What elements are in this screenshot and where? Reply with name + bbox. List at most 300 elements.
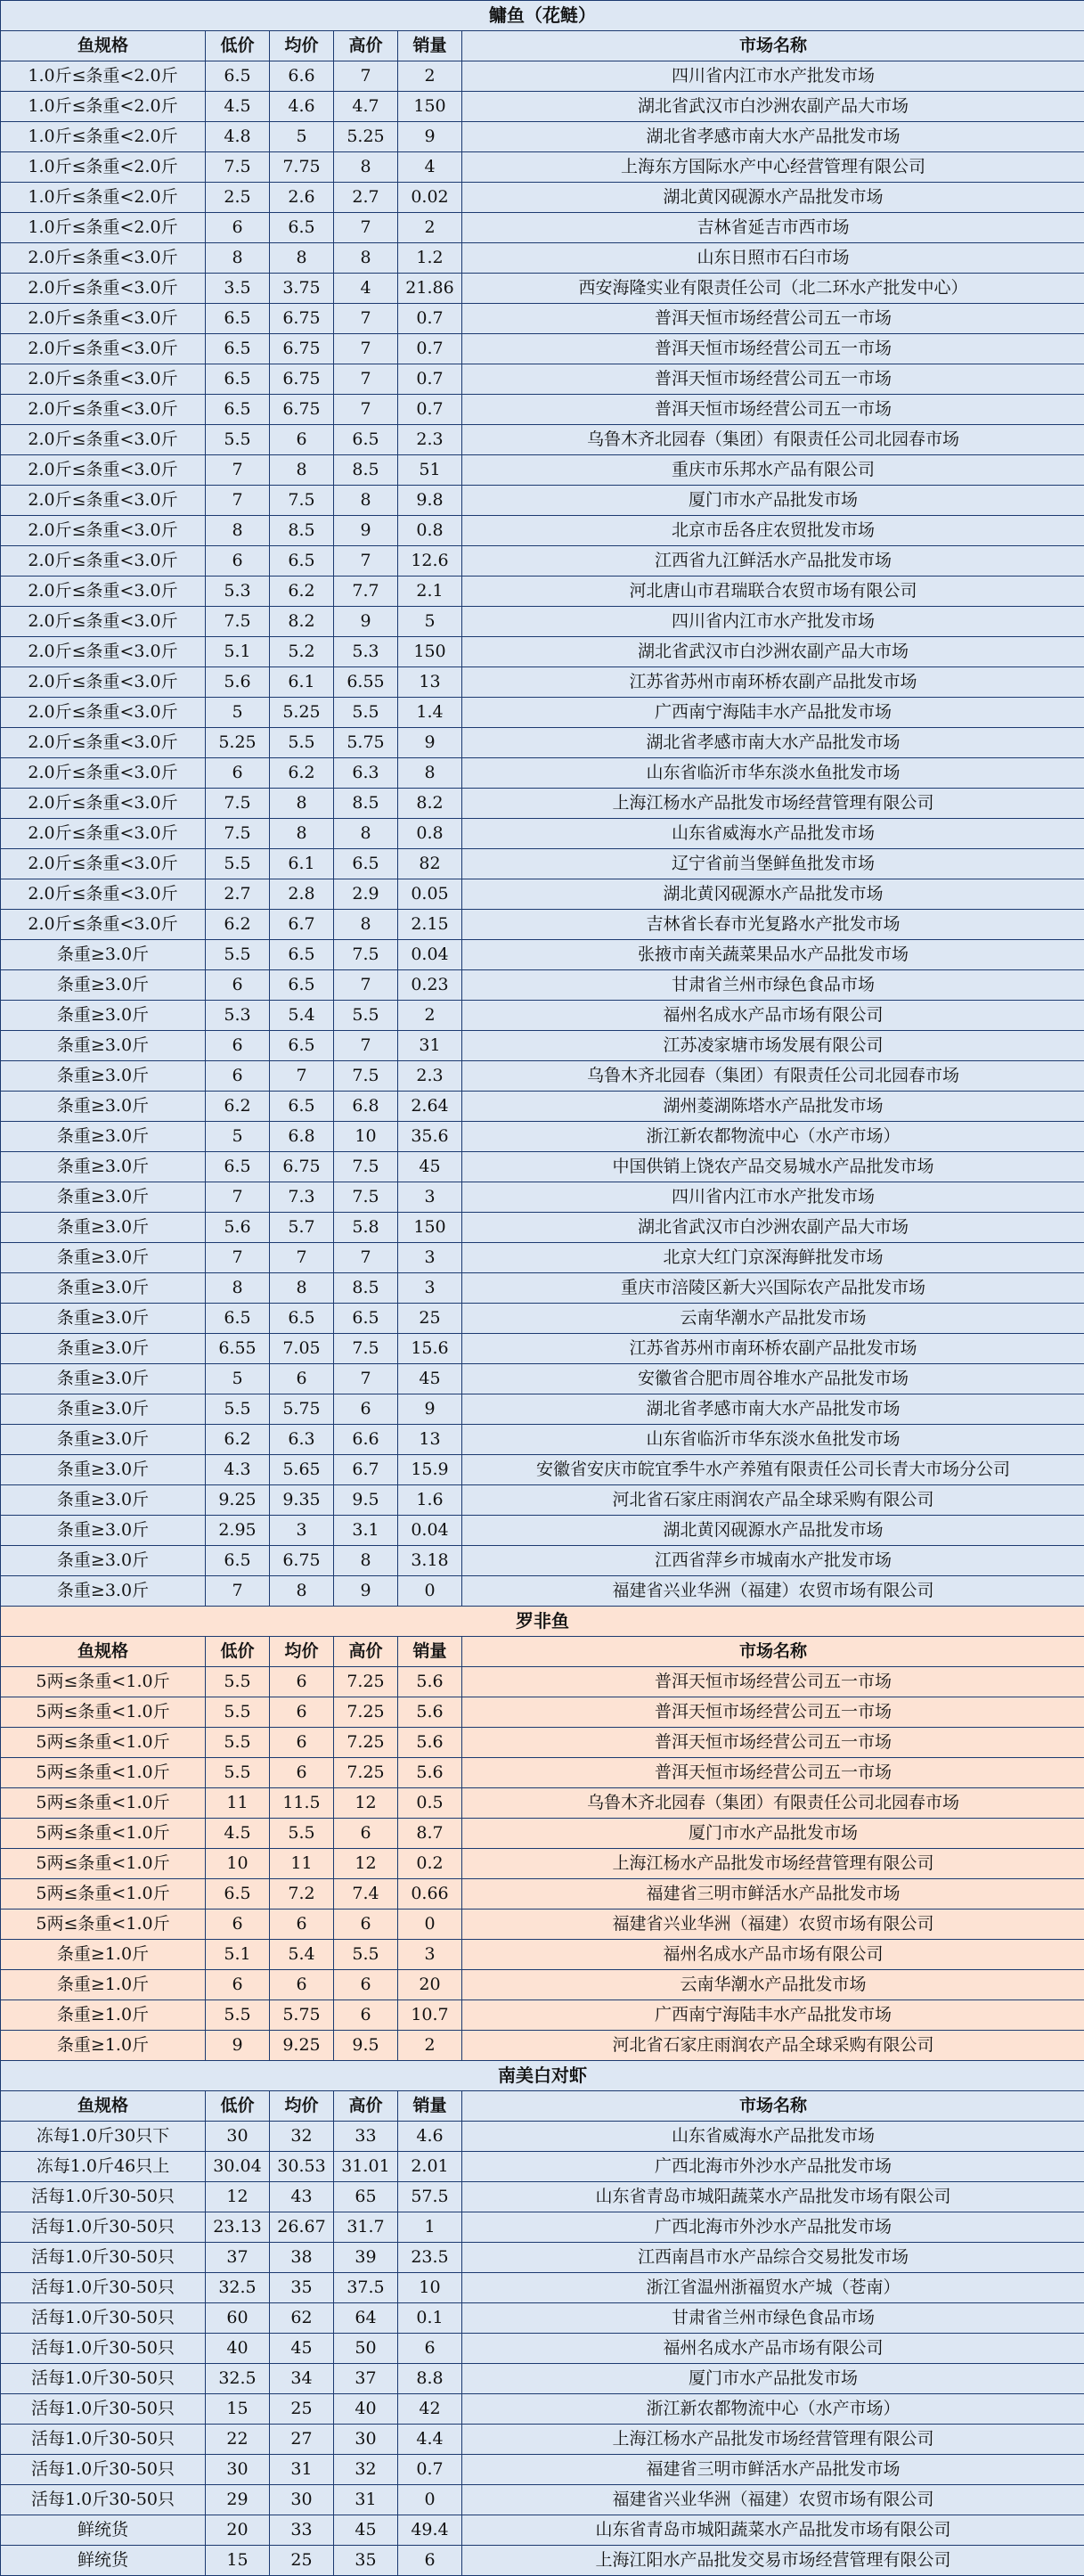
- table-row: [1, 607, 1084, 637]
- cell-volume: 5: [398, 607, 462, 637]
- section-title-row: [1, 1, 1084, 31]
- cell-high-price: 31.7: [334, 2212, 398, 2243]
- cell-low-price: 5.5: [206, 1394, 270, 1425]
- cell-high-price: 12: [334, 1788, 398, 1819]
- column-header-low-price: 低价: [206, 2091, 270, 2122]
- cell-spec: 1.0斤≤条重<2.0斤: [1, 92, 206, 122]
- cell-low-price: 7: [206, 1576, 270, 1607]
- cell-spec: 冻每1.0斤46只上: [1, 2152, 206, 2182]
- cell-spec: 条重≥3.0斤: [1, 1092, 206, 1122]
- cell-low-price: 9: [206, 2031, 270, 2061]
- cell-high-price: 31: [334, 2485, 398, 2515]
- table-row: [1, 1031, 1084, 1061]
- cell-volume: 0.2: [398, 1849, 462, 1879]
- cell-market-name: 吉林省延吉市西市场: [462, 213, 1084, 243]
- cell-avg-price: 6.5: [270, 1092, 334, 1122]
- cell-market-name: 四川省内江市水产批发市场: [462, 607, 1084, 637]
- cell-low-price: 8: [206, 243, 270, 274]
- cell-volume: 2.15: [398, 910, 462, 940]
- cell-market-name: 江苏省苏州市南环桥农副产品批发市场: [462, 667, 1084, 698]
- cell-market-name: 广西北海市外沙水产品批发市场: [462, 2152, 1084, 2182]
- cell-volume: 9: [398, 728, 462, 758]
- cell-spec: 活每1.0斤30-50只: [1, 2303, 206, 2334]
- cell-spec: 2.0斤≤条重<3.0斤: [1, 819, 206, 849]
- cell-spec: 条重≥3.0斤: [1, 940, 206, 970]
- cell-avg-price: 3.75: [270, 274, 334, 304]
- table-row: [1, 61, 1084, 92]
- cell-volume: 150: [398, 637, 462, 667]
- cell-low-price: 6: [206, 1970, 270, 2000]
- table-row: [1, 1364, 1084, 1394]
- cell-low-price: 9.25: [206, 1485, 270, 1516]
- cell-volume: 0.7: [398, 364, 462, 395]
- table-row: [1, 1970, 1084, 2000]
- cell-avg-price: 6.8: [270, 1122, 334, 1152]
- column-header-low-price: 低价: [206, 31, 270, 61]
- table-row: [1, 1425, 1084, 1455]
- cell-spec: 1.0斤≤条重<2.0斤: [1, 122, 206, 152]
- column-header-row: [1, 1637, 1084, 1667]
- table-row: [1, 2122, 1084, 2152]
- cell-spec: 条重≥3.0斤: [1, 1061, 206, 1092]
- cell-high-price: 7.25: [334, 1697, 398, 1728]
- cell-high-price: 7: [334, 970, 398, 1001]
- column-header-low-price: 低价: [206, 1637, 270, 1667]
- cell-avg-price: 6.1: [270, 849, 334, 879]
- cell-avg-price: 7.3: [270, 1182, 334, 1213]
- cell-high-price: 8: [334, 1546, 398, 1576]
- cell-volume: 45: [398, 1152, 462, 1182]
- cell-volume: 2.64: [398, 1092, 462, 1122]
- cell-avg-price: 5.65: [270, 1455, 334, 1485]
- cell-low-price: 23.13: [206, 2212, 270, 2243]
- cell-spec: 条重≥1.0斤: [1, 2000, 206, 2031]
- cell-market-name: 云南华潮水产品批发市场: [462, 1304, 1084, 1334]
- cell-high-price: 9: [334, 607, 398, 637]
- cell-market-name: 河北唐山市君瑞联合农贸市场有限公司: [462, 577, 1084, 607]
- cell-volume: 0.7: [398, 334, 462, 364]
- table-row: [1, 395, 1084, 425]
- cell-spec: 1.0斤≤条重<2.0斤: [1, 61, 206, 92]
- cell-market-name: 河北省石家庄雨润农产品全球采购有限公司: [462, 1485, 1084, 1516]
- cell-high-price: 6: [334, 1910, 398, 1940]
- table-row: [1, 1667, 1084, 1697]
- table-row: [1, 2182, 1084, 2212]
- cell-market-name: 上海江杨水产品批发市场经营管理有限公司: [462, 2425, 1084, 2455]
- cell-volume: 5.6: [398, 1758, 462, 1788]
- cell-market-name: 安徽省合肥市周谷堆水产品批发市场: [462, 1364, 1084, 1394]
- table-row: [1, 546, 1084, 577]
- cell-low-price: 7.5: [206, 789, 270, 819]
- table-row: [1, 2273, 1084, 2303]
- section-title: 鳙鱼（花鲢）: [1, 1, 1084, 31]
- cell-volume: 45: [398, 1364, 462, 1394]
- table-row: [1, 516, 1084, 546]
- cell-avg-price: 8.5: [270, 516, 334, 546]
- cell-volume: 2: [398, 1001, 462, 1031]
- cell-avg-price: 25: [270, 2394, 334, 2425]
- cell-market-name: 厦门市水产品批发市场: [462, 2364, 1084, 2394]
- cell-low-price: 5.5: [206, 1728, 270, 1758]
- cell-avg-price: 43: [270, 2182, 334, 2212]
- table-row: [1, 819, 1084, 849]
- cell-spec: 条重≥3.0斤: [1, 1576, 206, 1607]
- cell-market-name: 甘肃省兰州市绿色食品市场: [462, 970, 1084, 1001]
- cell-high-price: 2.7: [334, 183, 398, 213]
- cell-avg-price: 6: [270, 425, 334, 455]
- cell-high-price: 4.7: [334, 92, 398, 122]
- cell-low-price: 20: [206, 2515, 270, 2546]
- cell-high-price: 7.25: [334, 1667, 398, 1697]
- cell-high-price: 4: [334, 274, 398, 304]
- cell-avg-price: 6.75: [270, 304, 334, 334]
- cell-spec: 2.0斤≤条重<3.0斤: [1, 728, 206, 758]
- cell-low-price: 3.5: [206, 274, 270, 304]
- cell-low-price: 7: [206, 1243, 270, 1273]
- table-row: [1, 1061, 1084, 1092]
- cell-low-price: 6: [206, 1031, 270, 1061]
- cell-spec: 条重≥3.0斤: [1, 1425, 206, 1455]
- cell-avg-price: 6.75: [270, 1546, 334, 1576]
- cell-spec: 条重≥1.0斤: [1, 1940, 206, 1970]
- table-row: [1, 1334, 1084, 1364]
- cell-market-name: 北京大红门京深海鲜批发市场: [462, 1243, 1084, 1273]
- cell-low-price: 6: [206, 546, 270, 577]
- cell-high-price: 6.6: [334, 1425, 398, 1455]
- table-row: [1, 1879, 1084, 1910]
- cell-avg-price: 31: [270, 2455, 334, 2485]
- cell-market-name: 山东省青岛市城阳蔬菜水产品批发市场有限公司: [462, 2182, 1084, 2212]
- cell-spec: 2.0斤≤条重<3.0斤: [1, 698, 206, 728]
- table-row: [1, 486, 1084, 516]
- cell-high-price: 32: [334, 2455, 398, 2485]
- cell-market-name: 山东省临沂市华东淡水鱼批发市场: [462, 758, 1084, 789]
- cell-avg-price: 5.75: [270, 1394, 334, 1425]
- cell-spec: 条重≥3.0斤: [1, 1394, 206, 1425]
- cell-market-name: 福建省三明市鲜活水产品批发市场: [462, 2455, 1084, 2485]
- section-title-row: [1, 1607, 1084, 1637]
- cell-avg-price: 6.5: [270, 940, 334, 970]
- cell-high-price: 5.5: [334, 1001, 398, 1031]
- cell-volume: 8.8: [398, 2364, 462, 2394]
- cell-high-price: 8: [334, 152, 398, 183]
- cell-market-name: 普洱天恒市场经营公司五一市场: [462, 1697, 1084, 1728]
- cell-volume: 10.7: [398, 2000, 462, 2031]
- cell-market-name: 普洱天恒市场经营公司五一市场: [462, 1758, 1084, 1788]
- cell-spec: 2.0斤≤条重<3.0斤: [1, 486, 206, 516]
- cell-spec: 2.0斤≤条重<3.0斤: [1, 395, 206, 425]
- table-row: [1, 2152, 1084, 2182]
- cell-avg-price: 3: [270, 1516, 334, 1546]
- cell-volume: 8: [398, 758, 462, 789]
- column-header-market-name: 市场名称: [462, 1637, 1084, 1667]
- cell-avg-price: 9.35: [270, 1485, 334, 1516]
- cell-spec: 5两≤条重<1.0斤: [1, 1788, 206, 1819]
- cell-volume: 0.7: [398, 304, 462, 334]
- cell-avg-price: 5.7: [270, 1213, 334, 1243]
- table-row: [1, 1728, 1084, 1758]
- cell-low-price: 11: [206, 1788, 270, 1819]
- table-row: [1, 1122, 1084, 1152]
- cell-spec: 条重≥3.0斤: [1, 1213, 206, 1243]
- table-row: [1, 1697, 1084, 1728]
- cell-market-name: 浙江新农都物流中心（水产市场）: [462, 1122, 1084, 1152]
- cell-volume: 0.5: [398, 1788, 462, 1819]
- cell-low-price: 6.2: [206, 1092, 270, 1122]
- cell-market-name: 普洱天恒市场经营公司五一市场: [462, 395, 1084, 425]
- cell-market-name: 山东省威海水产品批发市场: [462, 819, 1084, 849]
- column-header-volume: 销量: [398, 1637, 462, 1667]
- cell-high-price: 7: [334, 546, 398, 577]
- table-row: [1, 364, 1084, 395]
- cell-volume: 150: [398, 92, 462, 122]
- column-header-spec: 鱼规格: [1, 2091, 206, 2122]
- cell-volume: 1: [398, 2212, 462, 2243]
- column-header-market-name: 市场名称: [462, 2091, 1084, 2122]
- cell-low-price: 4.5: [206, 92, 270, 122]
- cell-spec: 5两≤条重<1.0斤: [1, 1819, 206, 1849]
- table-row: [1, 2515, 1084, 2546]
- cell-avg-price: 5.4: [270, 1940, 334, 1970]
- cell-high-price: 5.3: [334, 637, 398, 667]
- cell-low-price: 5.5: [206, 425, 270, 455]
- table-row: [1, 304, 1084, 334]
- cell-low-price: 5.5: [206, 1758, 270, 1788]
- cell-low-price: 6.5: [206, 364, 270, 395]
- cell-market-name: 厦门市水产品批发市场: [462, 486, 1084, 516]
- cell-high-price: 6.8: [334, 1092, 398, 1122]
- cell-spec: 条重≥1.0斤: [1, 1970, 206, 2000]
- cell-avg-price: 33: [270, 2515, 334, 2546]
- cell-volume: 49.4: [398, 2515, 462, 2546]
- cell-avg-price: 6: [270, 1697, 334, 1728]
- cell-avg-price: 30: [270, 2485, 334, 2515]
- cell-low-price: 6.2: [206, 1425, 270, 1455]
- cell-high-price: 7.5: [334, 1334, 398, 1364]
- cell-avg-price: 6: [270, 1364, 334, 1394]
- table-row: [1, 849, 1084, 879]
- table-row: [1, 2394, 1084, 2425]
- cell-avg-price: 5.5: [270, 1819, 334, 1849]
- cell-spec: 2.0斤≤条重<3.0斤: [1, 304, 206, 334]
- cell-high-price: 6: [334, 1970, 398, 2000]
- cell-spec: 活每1.0斤30-50只: [1, 2182, 206, 2212]
- cell-high-price: 5.5: [334, 1940, 398, 1970]
- cell-low-price: 6.5: [206, 1546, 270, 1576]
- cell-market-name: 山东省临沂市华东淡水鱼批发市场: [462, 1425, 1084, 1455]
- column-header-high-price: 高价: [334, 2091, 398, 2122]
- cell-avg-price: 6.6: [270, 61, 334, 92]
- cell-low-price: 5.6: [206, 667, 270, 698]
- table-row: [1, 2485, 1084, 2515]
- cell-volume: 4.4: [398, 2425, 462, 2455]
- cell-market-name: 安徽省安庆市皖宜季牛水产养殖有限责任公司长青大市场分公司: [462, 1455, 1084, 1485]
- table-row: [1, 577, 1084, 607]
- cell-volume: 0.02: [398, 183, 462, 213]
- cell-avg-price: 6: [270, 1970, 334, 2000]
- cell-volume: 0: [398, 2485, 462, 2515]
- cell-avg-price: 6: [270, 1667, 334, 1697]
- cell-high-price: 40: [334, 2394, 398, 2425]
- cell-high-price: 37: [334, 2364, 398, 2394]
- table-row: [1, 698, 1084, 728]
- cell-volume: 9: [398, 1394, 462, 1425]
- cell-low-price: 6.5: [206, 1879, 270, 1910]
- table-row: [1, 758, 1084, 789]
- cell-low-price: 6: [206, 213, 270, 243]
- cell-avg-price: 5.75: [270, 2000, 334, 2031]
- cell-avg-price: 7: [270, 1243, 334, 1273]
- table-row: [1, 334, 1084, 364]
- column-header-market-name: 市场名称: [462, 31, 1084, 61]
- cell-high-price: 7: [334, 364, 398, 395]
- cell-high-price: 6.3: [334, 758, 398, 789]
- table-row: [1, 1001, 1084, 1031]
- cell-spec: 5两≤条重<1.0斤: [1, 1697, 206, 1728]
- cell-avg-price: 5: [270, 122, 334, 152]
- cell-avg-price: 6.1: [270, 667, 334, 698]
- table-row: [1, 1546, 1084, 1576]
- cell-market-name: 江苏省苏州市南环桥农副产品批发市场: [462, 1334, 1084, 1364]
- cell-spec: 条重≥3.0斤: [1, 1485, 206, 1516]
- cell-spec: 2.0斤≤条重<3.0斤: [1, 274, 206, 304]
- cell-spec: 5两≤条重<1.0斤: [1, 1758, 206, 1788]
- cell-spec: 2.0斤≤条重<3.0斤: [1, 243, 206, 274]
- cell-low-price: 5.5: [206, 1697, 270, 1728]
- cell-spec: 5两≤条重<1.0斤: [1, 1667, 206, 1697]
- cell-avg-price: 7: [270, 1061, 334, 1092]
- cell-volume: 150: [398, 1213, 462, 1243]
- cell-low-price: 7.5: [206, 819, 270, 849]
- cell-market-name: 重庆市涪陵区新大兴国际农产品批发市场: [462, 1273, 1084, 1304]
- cell-market-name: 西安海隆实业有限责任公司（北二环水产批发中心）: [462, 274, 1084, 304]
- table-row: [1, 152, 1084, 183]
- cell-avg-price: 6.2: [270, 577, 334, 607]
- cell-spec: 条重≥3.0斤: [1, 970, 206, 1001]
- cell-low-price: 6: [206, 970, 270, 1001]
- cell-spec: 条重≥3.0斤: [1, 1243, 206, 1273]
- cell-volume: 2.3: [398, 1061, 462, 1092]
- cell-high-price: 8: [334, 819, 398, 849]
- cell-low-price: 32.5: [206, 2364, 270, 2394]
- cell-market-name: 普洱天恒市场经营公司五一市场: [462, 334, 1084, 364]
- cell-low-price: 6.5: [206, 304, 270, 334]
- table-row: [1, 1576, 1084, 1607]
- column-header-spec: 鱼规格: [1, 1637, 206, 1667]
- cell-high-price: 7: [334, 1364, 398, 1394]
- cell-avg-price: 26.67: [270, 2212, 334, 2243]
- cell-avg-price: 8: [270, 1576, 334, 1607]
- cell-market-name: 湖北省孝感市南大水产品批发市场: [462, 122, 1084, 152]
- cell-spec: 活每1.0斤30-50只: [1, 2243, 206, 2273]
- cell-low-price: 15: [206, 2546, 270, 2576]
- table-row: [1, 940, 1084, 970]
- cell-volume: 23.5: [398, 2243, 462, 2273]
- cell-avg-price: 6.5: [270, 970, 334, 1001]
- cell-avg-price: 7.75: [270, 152, 334, 183]
- cell-spec: 2.0斤≤条重<3.0斤: [1, 577, 206, 607]
- cell-high-price: 7.4: [334, 1879, 398, 1910]
- cell-spec: 2.0斤≤条重<3.0斤: [1, 637, 206, 667]
- cell-high-price: 8: [334, 486, 398, 516]
- cell-market-name: 上海江杨水产品批发市场经营管理有限公司: [462, 1849, 1084, 1879]
- table-row: [1, 1910, 1084, 1940]
- cell-market-name: 重庆市乐邦水产品有限公司: [462, 455, 1084, 486]
- cell-spec: 2.0斤≤条重<3.0斤: [1, 667, 206, 698]
- cell-high-price: 45: [334, 2515, 398, 2546]
- cell-low-price: 5.6: [206, 1213, 270, 1243]
- cell-market-name: 甘肃省兰州市绿色食品市场: [462, 2303, 1084, 2334]
- table-row: [1, 274, 1084, 304]
- cell-low-price: 32.5: [206, 2273, 270, 2303]
- cell-spec: 2.0斤≤条重<3.0斤: [1, 758, 206, 789]
- cell-spec: 条重≥3.0斤: [1, 1031, 206, 1061]
- cell-low-price: 4.3: [206, 1455, 270, 1485]
- cell-low-price: 60: [206, 2303, 270, 2334]
- cell-low-price: 6.5: [206, 1304, 270, 1334]
- cell-high-price: 6.7: [334, 1455, 398, 1485]
- cell-low-price: 7: [206, 455, 270, 486]
- cell-avg-price: 6.3: [270, 1425, 334, 1455]
- table-row: [1, 1849, 1084, 1879]
- cell-low-price: 5.1: [206, 1940, 270, 1970]
- cell-spec: 2.0斤≤条重<3.0斤: [1, 364, 206, 395]
- cell-avg-price: 8.2: [270, 607, 334, 637]
- cell-market-name: 浙江省温州浙福贸水产城（苍南）: [462, 2273, 1084, 2303]
- cell-volume: 3: [398, 1182, 462, 1213]
- cell-volume: 57.5: [398, 2182, 462, 2212]
- cell-spec: 条重≥3.0斤: [1, 1001, 206, 1031]
- cell-high-price: 6.5: [334, 1304, 398, 1334]
- cell-avg-price: 62: [270, 2303, 334, 2334]
- cell-spec: 2.0斤≤条重<3.0斤: [1, 849, 206, 879]
- cell-avg-price: 45: [270, 2334, 334, 2364]
- cell-volume: 0.7: [398, 2455, 462, 2485]
- cell-market-name: 湖北黄冈砚源水产品批发市场: [462, 1516, 1084, 1546]
- cell-low-price: 6: [206, 1910, 270, 1940]
- cell-high-price: 2.9: [334, 879, 398, 910]
- table-row: [1, 2455, 1084, 2485]
- cell-low-price: 5.5: [206, 940, 270, 970]
- cell-market-name: 湖北省孝感市南大水产品批发市场: [462, 1394, 1084, 1425]
- table-row: [1, 1455, 1084, 1485]
- table-row: [1, 1788, 1084, 1819]
- cell-high-price: 7.25: [334, 1758, 398, 1788]
- cell-market-name: 福建省三明市鲜活水产品批发市场: [462, 1879, 1084, 1910]
- cell-market-name: 乌鲁木齐北园春（集团）有限责任公司北园春市场: [462, 1061, 1084, 1092]
- cell-volume: 0.7: [398, 395, 462, 425]
- cell-avg-price: 25: [270, 2546, 334, 2576]
- cell-market-name: 厦门市水产品批发市场: [462, 1819, 1084, 1849]
- cell-avg-price: 8: [270, 819, 334, 849]
- cell-avg-price: 30.53: [270, 2152, 334, 2182]
- section-title: 罗非鱼: [1, 1607, 1084, 1637]
- cell-avg-price: 2.6: [270, 183, 334, 213]
- cell-market-name: 山东日照市石臼市场: [462, 243, 1084, 274]
- cell-high-price: 5.25: [334, 122, 398, 152]
- cell-market-name: 福建省兴业华洲（福建）农贸市场有限公司: [462, 1910, 1084, 1940]
- cell-volume: 51: [398, 455, 462, 486]
- cell-volume: 1.4: [398, 698, 462, 728]
- cell-market-name: 普洱天恒市场经营公司五一市场: [462, 1667, 1084, 1697]
- cell-market-name: 辽宁省前当堡鲜鱼批发市场: [462, 849, 1084, 879]
- cell-low-price: 7: [206, 486, 270, 516]
- cell-avg-price: 8: [270, 243, 334, 274]
- table-row: [1, 425, 1084, 455]
- cell-avg-price: 6.5: [270, 546, 334, 577]
- cell-high-price: 65: [334, 2182, 398, 2212]
- cell-volume: 3: [398, 1243, 462, 1273]
